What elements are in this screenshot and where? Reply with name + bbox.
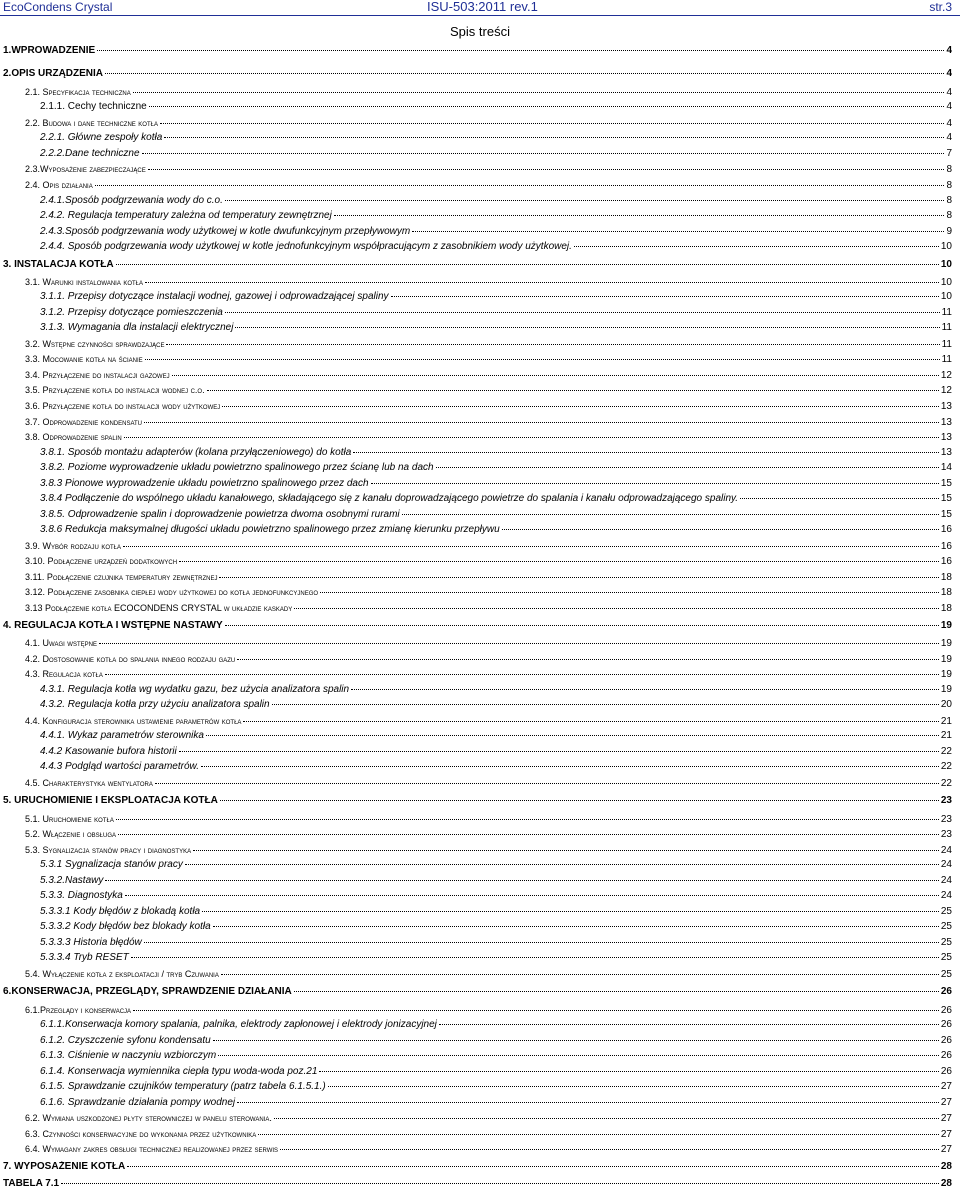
toc-entry-title: 2.OPIS URZĄDZENIA — [3, 68, 104, 79]
toc-entry-page: 7 — [946, 148, 952, 159]
toc-entry-title: 3.3. Mocowanie kotła na ścianie — [25, 354, 143, 364]
toc-entry-title: 3.6. Przyłączenie kotła do instalacji wody użytkowej — [25, 401, 221, 411]
toc-dot-leader — [258, 1134, 939, 1135]
toc-entry-page: 25 — [940, 952, 952, 963]
toc-dot-leader — [166, 344, 939, 345]
toc-entry[interactable] — [25, 828, 952, 841]
toc-entry-title: 2.1. Specyfikacja techniczna — [25, 87, 131, 97]
toc-entry[interactable] — [25, 555, 952, 568]
toc-entry-title: 6.KONSERWACJA, PRZEGLĄDY, SPRAWDZENIE DZIAŁANIA — [3, 986, 292, 997]
toc-entry[interactable] — [40, 226, 952, 238]
toc-entry-title: 3.8.2. Poziome wyprowadzenie układu powietrzno spalinowego przez ścianę lub na dach — [40, 462, 434, 473]
toc-entry[interactable] — [40, 148, 952, 160]
toc-entry-title: 2.2.2.Dane techniczne — [40, 148, 140, 159]
toc-dot-leader — [160, 123, 944, 124]
toc-entry-title: 4.5. Charakterystyka wentylatora — [25, 778, 153, 788]
toc-entry[interactable] — [40, 921, 952, 933]
toc-dot-leader — [222, 406, 939, 407]
toc-entry[interactable] — [3, 986, 952, 998]
toc-dot-leader — [123, 546, 939, 547]
toc-dot-leader — [145, 359, 940, 360]
toc-entry-page: 26 — [940, 1050, 952, 1061]
toc-entry-title: 5.3.3.4 Tryb RESET — [40, 952, 129, 963]
toc-entry[interactable] — [40, 684, 952, 696]
toc-entry-title: 2.4.4. Sposób podgrzewania wody użytkowej w kotle jednofunkcyjnym współpracującym z zasobnikiem wody użytkowej. — [40, 241, 572, 252]
toc-dot-leader — [353, 452, 939, 453]
toc-entry-title: 2.3.Wyposażenie zabezpieczające — [25, 164, 146, 174]
toc-dot-leader — [294, 608, 939, 609]
toc-entry[interactable] — [25, 416, 952, 429]
toc-entry-page: 18 — [940, 603, 952, 614]
toc-entry-title: 6.1.1.Konserwacja komory spalania, palnika, elektrody zapłonowej i elektrody jonizacyjnej — [40, 1019, 437, 1030]
toc-entry-page: 15 — [940, 478, 952, 489]
toc-entry-title: 3.1. Warunki instalowania kotła — [25, 277, 144, 287]
toc-entry-page: 25 — [940, 906, 952, 917]
toc-entry-page: 12 — [940, 370, 952, 381]
toc-entry[interactable] — [40, 1050, 952, 1062]
toc-entry-page: 4 — [946, 101, 952, 112]
toc-entry[interactable] — [25, 637, 952, 650]
toc-dot-leader — [371, 483, 939, 484]
toc-entry[interactable] — [40, 859, 952, 871]
toc-dot-leader — [740, 498, 939, 499]
toc-entry[interactable] — [3, 1178, 952, 1190]
toc-dot-leader — [95, 185, 945, 186]
toc-dot-leader — [412, 231, 944, 232]
toc-entry-page: 13 — [940, 432, 952, 443]
toc-entry-page: 10 — [940, 259, 952, 270]
toc-entry-page: 23 — [940, 829, 952, 840]
toc-entry-page: 18 — [940, 572, 952, 583]
toc-dot-leader — [145, 282, 939, 283]
toc-entry-title: 4.4. Konfiguracja sterownika ustawienie parametrów kotła — [25, 716, 242, 726]
toc-dot-leader — [99, 643, 939, 644]
toc-entry-title: 5.3.3.2 Kody błędów bez blokady kotła — [40, 921, 211, 932]
toc-dot-leader — [225, 312, 940, 313]
toc-entry[interactable] — [40, 307, 952, 319]
toc-dot-leader — [133, 92, 945, 93]
toc-entry-title: 7. WYPOSAŻENIE KOTŁA — [3, 1161, 126, 1172]
toc-dot-leader — [185, 864, 939, 865]
toc-entry-page: 13 — [940, 447, 952, 458]
toc-entry[interactable] — [40, 509, 952, 521]
toc-entry[interactable] — [25, 338, 952, 351]
toc-entry-title: 2.4.2. Regulacja temperatury zależna od temperatury zewnętrznej — [40, 210, 332, 221]
toc-entry-title: 3.7. Odprowadzenie kondensatu — [25, 417, 143, 427]
toc-entry-title: 5.1. Uruchomienie kotła — [25, 814, 114, 824]
toc-entry-page: 26 — [940, 1066, 952, 1077]
toc-dot-leader — [144, 942, 939, 943]
toc-entry-page: 24 — [940, 859, 952, 870]
toc-entry-title: 3.8.1. Sposób montażu adapterów (kolana przyłączeniowego) do kotła — [40, 447, 352, 458]
toc-dot-leader — [144, 422, 939, 423]
toc-entry-page: 28 — [940, 1161, 952, 1172]
toc-entry-title: 6.1.4. Konserwacja wymiennika ciepła typu woda-woda poz.21 — [40, 1066, 318, 1077]
toc-entry[interactable] — [3, 68, 952, 80]
toc-entry[interactable] — [40, 1019, 952, 1031]
toc-dot-leader — [439, 1024, 939, 1025]
toc-entry-page: 8 — [946, 164, 952, 175]
toc-dot-leader — [105, 674, 939, 675]
header-product-name: EcoCondens Crystal — [3, 0, 113, 14]
toc-entry-title: 3. INSTALACJA KOTŁA — [3, 259, 114, 270]
toc-entry[interactable] — [40, 322, 952, 334]
toc-entry-title: TABELA 7.1 — [3, 1178, 60, 1189]
toc-entry[interactable] — [25, 777, 952, 790]
toc-entry-title: 4.2. Dostosowanie kotła do spalania innego rodzaju gazu — [25, 654, 236, 664]
toc-entry[interactable] — [40, 1097, 952, 1109]
toc-entry-title: 5.4. Wyłączenie kotła z eksploatacji / tryb Czuwania — [25, 969, 219, 979]
toc-entry-title: 4.4.1. Wykaz parametrów sterownika — [40, 730, 204, 741]
toc-dot-leader — [574, 246, 939, 247]
toc-entry-title: 3.13 Podłączenie kotła ECOCONDENS CRYSTAL w układzie kaskady — [25, 603, 293, 613]
toc-entry-page: 25 — [940, 921, 952, 932]
toc-entry-page: 19 — [940, 620, 952, 631]
toc-dot-leader — [149, 106, 945, 107]
toc-entry-page: 4 — [946, 118, 952, 129]
header-page-number: str.3 — [929, 0, 952, 14]
toc-dot-leader — [105, 73, 944, 74]
toc-entry-title: 5.3.1 Sygnalizacja stanów pracy — [40, 859, 183, 870]
toc-entry-page: 13 — [940, 417, 952, 428]
toc-entry[interactable] — [25, 653, 952, 666]
toc-dot-leader — [61, 1183, 939, 1184]
toc-entry[interactable] — [25, 117, 952, 130]
toc-entry-page: 19 — [940, 654, 952, 665]
toc-entry-title: 6.4. Wymagany zakres obsługi technicznej realizowanej przez serwis — [25, 1144, 279, 1154]
toc-entry-title: 3.4. Przyłączenie do instalacji gazowej — [25, 370, 170, 380]
toc-dot-leader — [179, 561, 939, 562]
toc-dot-leader — [225, 200, 945, 201]
toc-entry-title: 6.2. Wymiana uszkodzonej płyty sterowniczej w panelu sterowania. — [25, 1113, 272, 1123]
toc-entry-title: 3.8.5. Odprowadzenie spalin i doprowadzenie powietrza dwoma osobnymi rurami — [40, 509, 400, 520]
toc-dot-leader — [213, 926, 939, 927]
toc-entry-page: 4 — [946, 87, 952, 98]
toc-dot-leader — [206, 735, 939, 736]
toc-entry[interactable] — [40, 195, 952, 207]
toc-entry-page: 9 — [946, 226, 952, 237]
toc-entry-title: 2.2.1. Główne zespoły kotła — [40, 132, 163, 143]
toc-entry-page: 24 — [940, 875, 952, 886]
toc-entry[interactable] — [40, 937, 952, 949]
toc-entry[interactable] — [40, 493, 952, 505]
toc-dot-leader — [133, 1010, 939, 1011]
toc-entry-title: 4.4.3 Podgląd wartości parametrów. — [40, 761, 199, 772]
toc-entry[interactable] — [40, 241, 952, 253]
toc-entry-page: 22 — [940, 761, 952, 772]
toc-entry[interactable] — [25, 844, 952, 857]
toc-entry-title: 5.3.3.3 Historia błędów — [40, 937, 142, 948]
toc-entry-page: 28 — [940, 1178, 952, 1189]
toc-entry-page: 24 — [940, 845, 952, 856]
toc-dot-leader — [320, 592, 939, 593]
toc-entry[interactable] — [3, 259, 952, 271]
header-document-id: ISU-503:2011 rev.1 — [427, 0, 538, 14]
toc-dot-leader — [118, 834, 939, 835]
toc-entry-page: 12 — [940, 385, 952, 396]
toc-entry-page: 21 — [940, 730, 952, 741]
toc-entry[interactable] — [25, 353, 952, 366]
toc-entry-page: 16 — [940, 541, 952, 552]
toc-entry-title: 1.WPROWADZENIE — [3, 45, 96, 56]
toc-entry-title: 3.1.1. Przepisy dotyczące instalacji wodnej, gazowej i odprowadzającej spaliny — [40, 291, 389, 302]
toc-entry[interactable] — [25, 1128, 952, 1141]
toc-entry-page: 4 — [946, 45, 952, 56]
toc-entry-page: 22 — [940, 746, 952, 757]
toc-entry[interactable] — [25, 384, 952, 397]
toc-entry[interactable] — [3, 620, 952, 632]
toc-entry-title: 3.5. Przyłączenie kotła do instalacji wodnej c.o. — [25, 385, 205, 395]
toc-entry-title: 5.3.3. Diagnostyka — [40, 890, 123, 901]
toc-dot-leader — [172, 375, 939, 376]
toc-entry-page: 10 — [940, 241, 952, 252]
toc-entry[interactable] — [3, 795, 952, 807]
toc-entry-title: 3.9. Wybór rodzaju kotła — [25, 541, 122, 551]
toc-entry-title: 4.3.1. Regulacja kotła wg wydatku gazu, bez użycia analizatora spalin — [40, 684, 350, 695]
toc-entry-title: 3.1.2. Przepisy dotyczące pomieszczenia — [40, 307, 223, 318]
toc-entry-title: 2.4. Opis działania — [25, 180, 93, 190]
toc-entry[interactable] — [40, 447, 952, 459]
toc-entry-title: 5.3.2.Nastawy — [40, 875, 104, 886]
toc-dot-leader — [179, 751, 939, 752]
toc-dot-leader — [502, 529, 939, 530]
toc-entry-page: 27 — [940, 1097, 952, 1108]
toc-entry-title: 2.4.3.Sposób podgrzewania wody użytkowej w kotle dwufunkcyjnym przepływowym — [40, 226, 411, 237]
toc-entry[interactable] — [40, 1035, 952, 1047]
toc-entry[interactable] — [25, 1112, 952, 1125]
toc-entry-page: 8 — [946, 195, 952, 206]
toc-dot-leader — [207, 390, 939, 391]
toc-dot-leader — [131, 957, 939, 958]
toc-entry-title: 4.1. Uwagi wstępne — [25, 638, 97, 648]
toc-entry[interactable] — [40, 730, 952, 742]
toc-entry-title: 3.8.6 Redukcja maksymalnej długości układu powietrzno spalinowego przez zmianę kierunku przepływu — [40, 524, 500, 535]
toc-entry[interactable] — [40, 132, 952, 144]
toc-entry-title: 2.4.1.Sposób podgrzewania wody do c.o. — [40, 195, 223, 206]
toc-dot-leader — [334, 215, 945, 216]
toc-entry[interactable] — [25, 369, 952, 382]
toc-entry-page: 4 — [946, 68, 952, 79]
toc-entry-page: 23 — [940, 795, 952, 806]
toc-entry-title: 5.3.3.1 Kody błędów z blokadą kotła — [40, 906, 201, 917]
toc-dot-leader — [164, 137, 944, 138]
toc-entry[interactable] — [40, 462, 952, 474]
toc-entry-page: 18 — [940, 587, 952, 598]
toc-entry-page: 4 — [946, 132, 952, 143]
toc-title: Spis treści — [450, 24, 510, 39]
toc-entry-title: 6.1.5. Sprawdzanie czujników temperatury (patrz tabela 6.1.5.1.) — [40, 1081, 326, 1092]
toc-entry-title: 3.1.3. Wymagania dla instalacji elektrycznej — [40, 322, 234, 333]
toc-entry[interactable] — [40, 875, 952, 887]
toc-entry[interactable] — [25, 276, 952, 289]
toc-entry-page: 11 — [941, 307, 952, 318]
toc-entry-title: 5.2. Włączenie i obsługa — [25, 829, 117, 839]
toc-entry-page: 11 — [941, 322, 952, 333]
toc-entry[interactable] — [25, 1004, 952, 1017]
toc-entry-title: 2.1.1. Cechy techniczne — [40, 101, 147, 112]
toc-dot-leader — [148, 169, 945, 170]
toc-dot-leader — [220, 800, 939, 801]
toc-dot-leader — [237, 659, 939, 660]
toc-entry-title: 4.4.2 Kasowanie bufora historii — [40, 746, 177, 757]
toc-entry-page: 19 — [940, 669, 952, 680]
toc-entry-page: 19 — [940, 684, 952, 695]
toc-entry[interactable] — [25, 179, 952, 192]
toc-entry-page: 19 — [940, 638, 952, 649]
toc-entry-title: 4.3. Regulacja kotła — [25, 669, 103, 679]
toc-dot-leader — [155, 783, 939, 784]
toc-dot-leader — [243, 721, 938, 722]
toc-entry[interactable] — [3, 1161, 952, 1173]
toc-entry-page: 15 — [940, 493, 952, 504]
toc-entry-page: 21 — [940, 716, 952, 727]
toc-entry[interactable] — [40, 1081, 952, 1093]
toc-entry-page: 25 — [940, 937, 952, 948]
toc-entry-title: 3.10. Podłączenie urządzeń dodatkowych — [25, 556, 178, 566]
toc-dot-leader — [97, 50, 944, 51]
toc-entry[interactable] — [40, 478, 952, 490]
toc-entry[interactable] — [40, 210, 952, 222]
toc-entry-title: 5.3. Sygnalizacja stanów pracy i diagnostyka — [25, 845, 192, 855]
toc-entry-page: 13 — [940, 401, 952, 412]
toc-entry-page: 8 — [946, 180, 952, 191]
toc-entry-title: 6.1.6. Sprawdzanie działania pompy wodnej — [40, 1097, 236, 1108]
toc-dot-leader — [280, 1149, 939, 1150]
toc-entry-page: 16 — [940, 524, 952, 535]
toc-dot-leader — [213, 1040, 939, 1041]
toc-entry-page: 22 — [940, 778, 952, 789]
toc-entry-page: 26 — [940, 1019, 952, 1030]
toc-dot-leader — [105, 880, 939, 881]
toc-entry-page: 27 — [940, 1081, 952, 1092]
toc-entry[interactable] — [25, 540, 952, 553]
toc-entry-title: 3.2. Wstępne czynności sprawdzające — [25, 339, 165, 349]
toc-entry-page: 24 — [940, 890, 952, 901]
toc-entry-title: 4.3.2. Regulacja kotła przy użyciu analizatora spalin — [40, 699, 270, 710]
toc-dot-leader — [193, 850, 939, 851]
toc-entry-title: 3.8.4 Podłączenie do wspólnego układu kanałowego, składającego się z kanału doprowadzającego powietrze do spalania i kanału odprowadzającego spaliny. — [40, 493, 739, 504]
toc-entry[interactable] — [40, 101, 952, 113]
toc-entry-title: 4. REGULACJA KOTŁA I WSTĘPNE NASTAWY — [3, 620, 223, 631]
toc-dot-leader — [202, 911, 939, 912]
toc-dot-leader — [124, 437, 939, 438]
toc-entry-page: 26 — [940, 986, 952, 997]
toc-dot-leader — [219, 577, 938, 578]
toc-dot-leader — [235, 327, 939, 328]
toc-dot-leader — [116, 264, 939, 265]
toc-dot-leader — [436, 467, 939, 468]
toc-entry-page: 27 — [940, 1113, 952, 1124]
toc-entry[interactable] — [40, 890, 952, 902]
toc-entry-title: 6.1.3. Ciśnienie w naczyniu wzbiorczym — [40, 1050, 217, 1061]
toc-entry[interactable] — [40, 1066, 952, 1078]
toc-entry[interactable] — [40, 952, 952, 964]
toc-entry[interactable] — [40, 906, 952, 918]
toc-dot-leader — [125, 895, 939, 896]
toc-entry-title: 5. URUCHOMIENIE I EKSPLOATACJA KOTŁA — [3, 795, 218, 806]
toc-dot-leader — [391, 296, 939, 297]
toc-entry-page: 11 — [941, 339, 952, 350]
toc-entry-page: 23 — [940, 814, 952, 825]
toc-dot-leader — [201, 766, 939, 767]
toc-entry[interactable] — [25, 586, 952, 599]
toc-entry[interactable] — [25, 715, 952, 728]
toc-entry[interactable] — [25, 968, 952, 981]
toc-entry[interactable] — [40, 699, 952, 711]
toc-entry[interactable] — [25, 602, 952, 615]
toc-entry[interactable] — [25, 571, 952, 584]
toc-dot-leader — [272, 704, 939, 705]
toc-entry-title: 3.11. Podłączenie czujnika temperatury zewnętrznej — [25, 572, 218, 582]
toc-entry-page: 26 — [940, 1035, 952, 1046]
toc-entry[interactable] — [40, 291, 952, 303]
toc-dot-leader — [319, 1071, 938, 1072]
toc-dot-leader — [294, 991, 939, 992]
toc-entry[interactable] — [25, 813, 952, 826]
toc-entry-title: 3.8.3 Pionowe wyprowadzenie układu powietrzno spalinowego przez dach — [40, 478, 369, 489]
toc-entry-page: 26 — [940, 1005, 952, 1016]
toc-entry-page: 27 — [940, 1144, 952, 1155]
toc-dot-leader — [218, 1055, 939, 1056]
toc-entry-page: 8 — [946, 210, 952, 221]
toc-entry[interactable] — [40, 746, 952, 758]
toc-entry-page: 27 — [940, 1129, 952, 1140]
toc-entry-title: 6.3. Czynności konserwacyjne do wykonania przez użytkownika — [25, 1129, 257, 1139]
toc-dot-leader — [225, 625, 939, 626]
toc-dot-leader — [351, 689, 939, 690]
toc-dot-leader — [142, 153, 945, 154]
toc-entry-page: 11 — [941, 354, 952, 365]
toc-entry[interactable] — [25, 431, 952, 444]
toc-entry-page: 20 — [940, 699, 952, 710]
toc-entry-page: 16 — [940, 556, 952, 567]
toc-entry[interactable] — [25, 1143, 952, 1156]
toc-entry[interactable] — [25, 668, 952, 681]
toc-entry-title: 2.2. Budowa i dane techniczne kotła — [25, 118, 158, 128]
toc-dot-leader — [328, 1086, 939, 1087]
toc-dot-leader — [116, 819, 939, 820]
toc-entry-page: 15 — [940, 509, 952, 520]
toc-dot-leader — [221, 974, 939, 975]
toc-entry[interactable] — [25, 163, 952, 176]
toc-entry[interactable] — [40, 761, 952, 773]
toc-entry[interactable] — [25, 400, 952, 413]
toc-entry-page: 10 — [940, 277, 952, 288]
toc-entry[interactable] — [25, 86, 952, 99]
toc-entry-page: 10 — [940, 291, 952, 302]
toc-entry-title: 3.12. Podłączenie zasobnika ciepłej wody użytkowej do kotła jednofunkcyjnego — [25, 587, 319, 597]
toc-entry-title: 6.1.Przeglądy i konserwacja — [25, 1005, 132, 1015]
toc-entry-page: 25 — [940, 969, 952, 980]
toc-dot-leader — [402, 514, 939, 515]
toc-entry[interactable] — [3, 45, 952, 57]
toc-entry-title: 6.1.2. Czyszczenie syfonu kondensatu — [40, 1035, 211, 1046]
toc-entry-page: 14 — [940, 462, 952, 473]
toc-dot-leader — [127, 1166, 939, 1167]
toc-entry[interactable] — [40, 524, 952, 536]
toc-entry-title: 3.8. Odprowadzenie spalin — [25, 432, 122, 442]
toc-dot-leader — [237, 1102, 939, 1103]
toc-dot-leader — [274, 1118, 939, 1119]
